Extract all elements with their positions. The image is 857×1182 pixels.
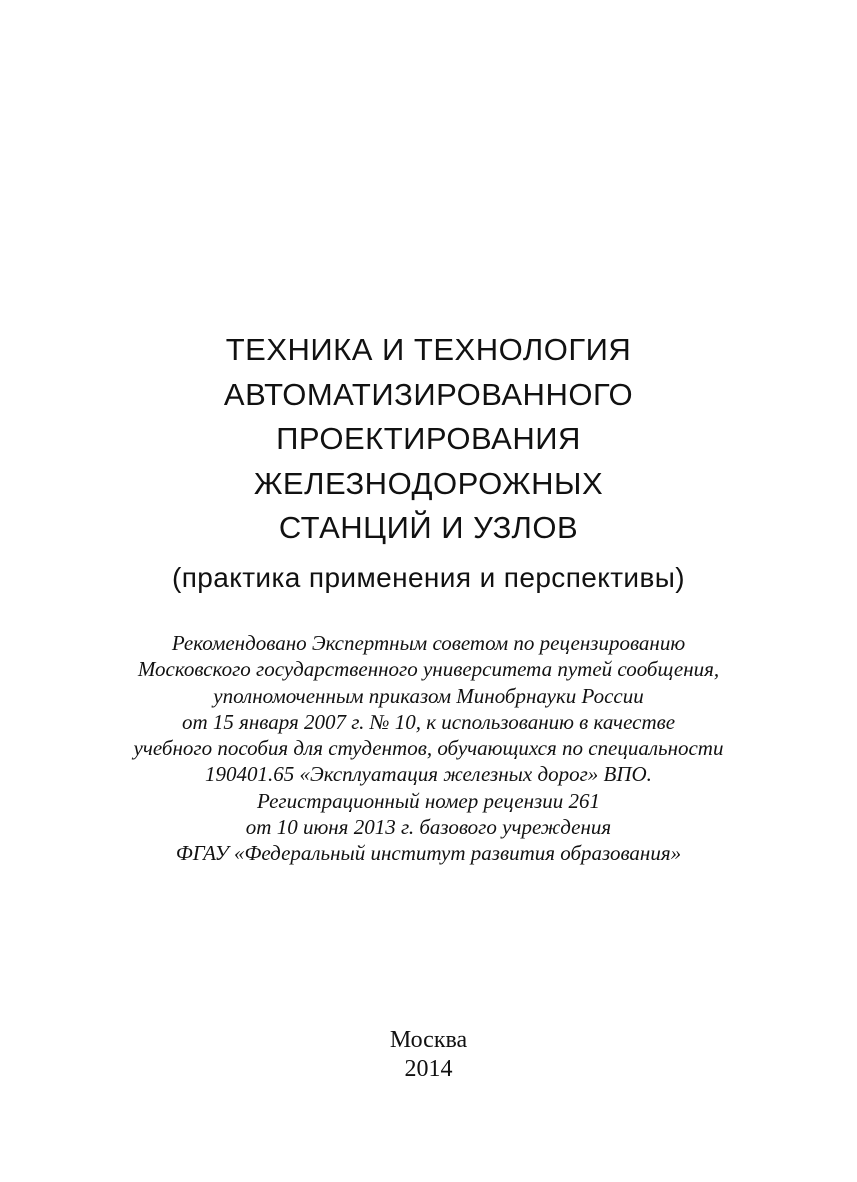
recommendation-line: от 10 июня 2013 г. базового учреждения xyxy=(245,815,612,840)
title-line: ТЕХНИКА И ТЕХНОЛОГИЯ xyxy=(225,332,632,367)
book-title xyxy=(0,328,857,551)
recommendation-line: учебного пособия для студентов, обучающихся по специальности xyxy=(133,736,724,761)
imprint-year: 2014 xyxy=(404,1056,453,1082)
recommendation-line: 190401.65 «Эксплуатация железных дорог» ВПО. xyxy=(205,762,652,787)
book-subtitle: (практика применения и перспективы) xyxy=(172,562,685,593)
imprint xyxy=(0,1026,857,1084)
imprint-city: Москва xyxy=(389,1027,468,1053)
title-line: ПРОЕКТИРОВАНИЯ xyxy=(276,421,581,456)
title-line: АВТОМАТИЗИРОВАННОГО xyxy=(223,376,634,412)
recommendation-line: ФГАУ «Федеральный институт развития образования» xyxy=(175,841,682,866)
title-line: ЖЕЛЕЗНОДОРОЖНЫХ xyxy=(253,465,604,501)
title-line: СТАНЦИЙ И УЗЛОВ xyxy=(278,510,579,545)
recommendation-note xyxy=(0,630,857,867)
recommendation-line: Московского государственного университета путей сообщения, xyxy=(137,657,720,682)
recommendation-line: от 15 января 2007 г. № 10, к использованию в качестве xyxy=(181,709,676,734)
recommendation-line: Регистрационный номер рецензии 261 xyxy=(257,788,600,813)
recommendation-line: Рекомендовано Экспертным советом по рецензированию xyxy=(171,631,686,655)
recommendation-line: уполномоченным приказом Минобрнауки России xyxy=(213,683,644,708)
